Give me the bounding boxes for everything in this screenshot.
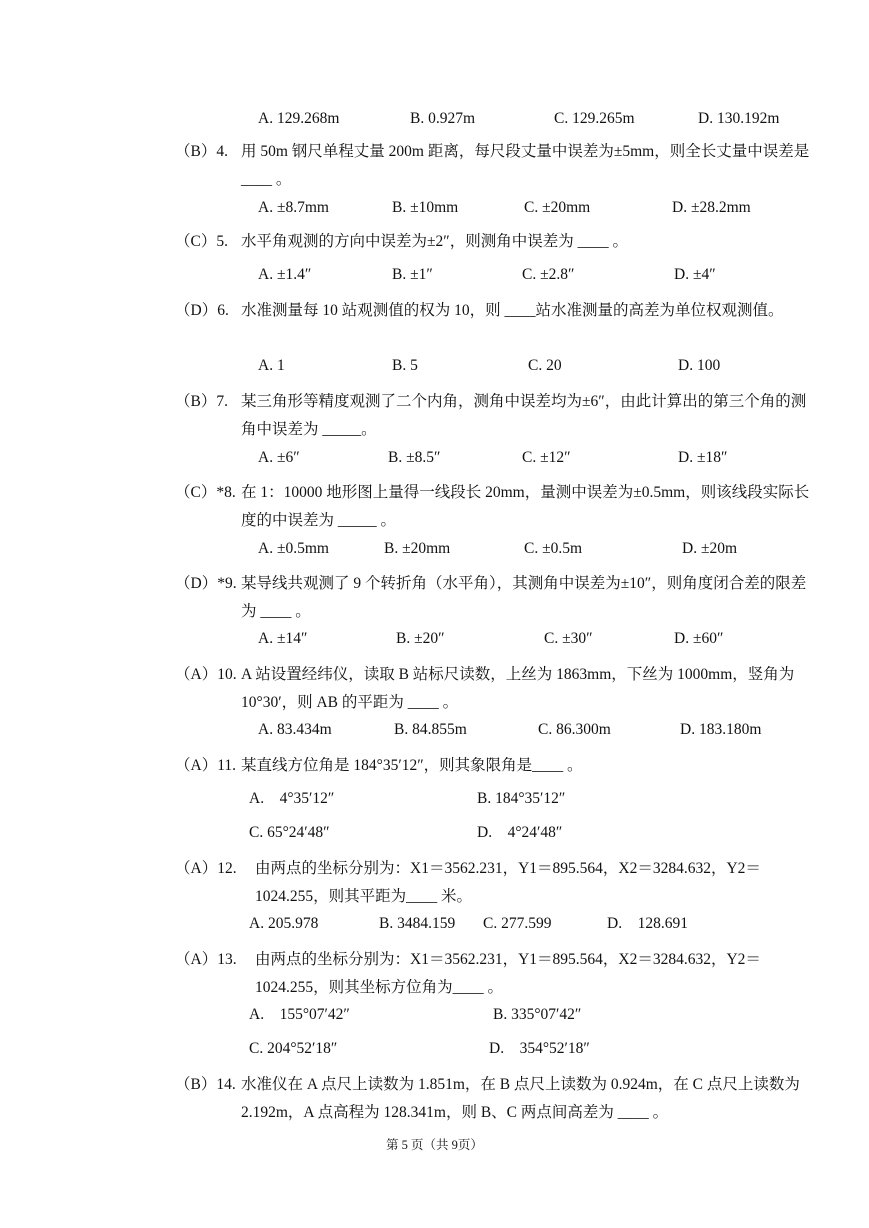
question-13: [175, 946, 815, 1002]
option-c: C. ±0.5m: [524, 540, 583, 557]
option-a: A. ±0.5mm: [258, 540, 329, 557]
question-9: [175, 570, 815, 626]
option-b: B. ±20″: [396, 630, 445, 647]
q11-options-row1: [249, 787, 809, 811]
question-text: 水准测量每 10 站观测值的权为 10，则 ____站水准测量的高差为单位权观测值。: [241, 302, 784, 319]
option-c: C. 277.599: [483, 915, 552, 932]
option-d: D. ±20m: [682, 540, 738, 557]
option-a: A. ±14″: [258, 630, 308, 647]
question-text: 在 1：10000 地形图上量得一线段长 20mm，量测中误差为±0.5mm，则该线段实际长度的中误差为 _____ 。: [241, 484, 810, 529]
answer-label: （A）12.: [175, 860, 237, 877]
q12-options: [249, 912, 809, 936]
option-c: C. ±30″: [544, 630, 593, 647]
question-text: 水平角观测的方向中误差为±2″，则测角中误差为 ____ 。: [241, 233, 628, 250]
option-a: A. 83.434m: [258, 721, 332, 738]
option-b: B. 84.855m: [394, 721, 467, 738]
q9-options: [258, 627, 818, 651]
question-text: 水准仪在 A 点尺上读数为 1.851m，在 B 点尺上读数为 0.924m，在 C 点尺上读数为 2.192m，A 点高程为 128.341m，则 B、C 两点间高差为 ____ 。: [241, 1076, 800, 1121]
option-b: B. 184°35′12″: [477, 790, 566, 807]
option-a: A. 205.978: [249, 915, 319, 932]
option-a: A. 4°35′12″: [249, 790, 335, 807]
q4-options: [258, 196, 818, 220]
option-d: D. 183.180m: [680, 721, 762, 738]
option-c: C. ±12″: [522, 449, 571, 466]
question-text: 由两点的坐标分别为：X1＝3562.231，Y1＝895.564，X2＝3284.632，Y2＝1024.255，则其平距为____ 米。: [255, 860, 761, 905]
q3-options: [258, 107, 818, 131]
answer-label: （A）13.: [175, 951, 237, 968]
option-a: A. ±6″: [258, 449, 300, 466]
answer-label: （D）*9.: [175, 575, 237, 592]
option-d: D. ±4″: [674, 266, 716, 283]
option-d: D. 4°24′48″: [477, 824, 563, 841]
answer-label: （B）14.: [175, 1076, 236, 1093]
question-text: 某三角形等精度观测了二个内角，测角中误差均为±6″，由此计算出的第三个角的测角中误差为 _____。: [241, 393, 807, 438]
q13-options-row1: [249, 1003, 809, 1027]
option-a: A. 1: [258, 357, 285, 374]
answer-label: （A）11.: [175, 757, 236, 774]
option-a: A. ±1.4″: [258, 266, 312, 283]
option-a: A. 155°07′42″: [249, 1006, 350, 1023]
answer-label: （A）10.: [175, 666, 237, 683]
q10-options: [258, 718, 818, 742]
q13-options-row2: [249, 1037, 809, 1061]
question-12: [175, 855, 815, 911]
option-b: B. 335°07′42″: [493, 1006, 582, 1023]
answer-label: （B）4.: [175, 143, 228, 160]
q6-options: [258, 354, 818, 378]
question-text: A 站设置经纬仪，读取 B 站标尺读数，上丝为 1863mm，下丝为 1000mm，竖角为 10°30′，则 AB 的平距为 ____ 。: [241, 666, 795, 711]
question-11: [175, 752, 815, 780]
question-10: [175, 661, 815, 717]
option-d: D. ±18″: [678, 449, 728, 466]
question-6: [175, 297, 815, 325]
option-d: D. 354°52′18″: [489, 1040, 590, 1057]
question-text: 某直线方位角是 184°35′12″，则其象限角是____ 。: [241, 757, 583, 774]
q7-options: [258, 446, 818, 470]
question-5: [175, 228, 815, 256]
page-number-footer: 第 5 页（共 9页）: [386, 1138, 483, 1152]
option-a: A. ±8.7mm: [258, 199, 329, 216]
question-4: [175, 138, 815, 194]
option-b: B. ±1″: [392, 266, 433, 283]
option-b: B. 5: [392, 357, 418, 374]
answer-label: （D）6.: [175, 302, 229, 319]
option-c: C. 65°24′48″: [249, 824, 330, 841]
option-a: A. 129.268m: [258, 110, 340, 127]
option-b: B. 0.927m: [410, 110, 476, 127]
option-c: C. 204°52′18″: [249, 1040, 338, 1057]
option-c: C. ±20mm: [524, 199, 591, 216]
option-d: D. ±28.2mm: [672, 199, 751, 216]
option-b: B. ±10mm: [392, 199, 459, 216]
question-7: [175, 388, 815, 444]
question-text: 用 50m 钢尺单程丈量 200m 距离，每尺段丈量中误差为±5mm，则全长丈量中误差是 ____ 。: [241, 143, 810, 188]
option-d: D. 100: [678, 357, 721, 374]
q11-options-row2: [249, 821, 809, 845]
answer-label: （C）*8.: [175, 484, 236, 501]
option-c: C. 86.300m: [538, 721, 611, 738]
option-b: B. ±20mm: [384, 540, 451, 557]
answer-label: （B）7.: [175, 393, 228, 410]
answer-label: （C）5.: [175, 233, 228, 250]
question-14: [175, 1071, 815, 1127]
question-text: 由两点的坐标分别为：X1＝3562.231，Y1＝895.564，X2＝3284.632，Y2＝1024.255，则其坐标方位角为____ 。: [255, 951, 761, 996]
option-c: C. 129.265m: [554, 110, 635, 127]
q8-options: [258, 537, 818, 561]
option-b: B. ±8.5″: [388, 449, 441, 466]
option-c: C. ±2.8″: [522, 266, 575, 283]
option-d: D. 128.691: [607, 915, 688, 932]
question-text: 某导线共观测了 9 个转折角（水平角），其测角中误差为±10″，则角度闭合差的限差为 ____ 。: [241, 575, 807, 620]
option-c: C. 20: [528, 357, 562, 374]
option-d: D. 130.192m: [698, 110, 780, 127]
question-8: [175, 479, 815, 535]
q5-options: [258, 263, 818, 287]
option-d: D. ±60″: [674, 630, 724, 647]
option-b: B. 3484.159: [379, 915, 456, 932]
